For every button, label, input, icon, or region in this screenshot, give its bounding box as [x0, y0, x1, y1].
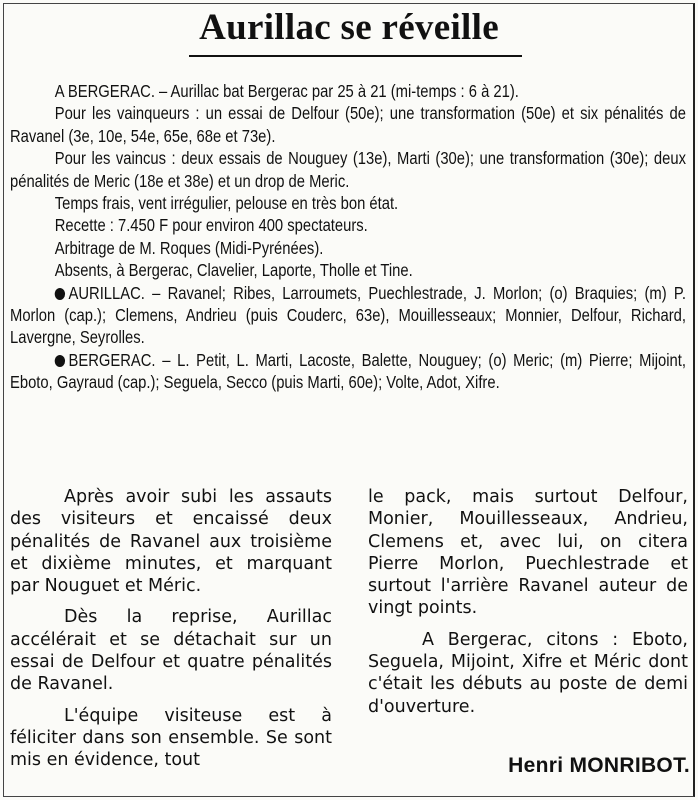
winners-scoring: Pour les vainqueurs : un essai de Delfour (50e); une transformation (50e) et six pénalités de Ravanel (3e, 10e, 54e, 65e, 68e et 73e).: [10, 103, 686, 146]
result-line: A BERGERAC. – Aurillac bat Bergerac par 25 à 21 (mi-temps : 6 à 21).: [54, 81, 519, 101]
paragraph: le pack, mais surtout Delfour, Monier, Mouillesseaux, Andrieu, Clemens et, avec lui, on citera Pierre Morlon, Puechlestrade et surtout l'arrière Ravanel auteur de vingt points.: [368, 487, 688, 619]
article-headline: Aurillac se réveille: [199, 7, 499, 48]
headline-underline: [189, 55, 522, 57]
gate-receipts: Recette : 7.450 F pour environ 400 spectateurs.: [54, 215, 368, 236]
author-signature: Henri MONRIBOT.: [508, 754, 690, 777]
losers-scoring: Pour les vaincus : deux essais de Nouguey (13e), Marti (30e); une transformation (30e); deux pénalités de Meric (18e et 38e) et un drop de Meric.: [10, 148, 686, 191]
match-summary: [10, 80, 686, 394]
lineup-text: BERGERAC. – L. Petit, L. Marti, Lacoste, Balette, Nouguey; (o) Meric; (m) Pierre; Mijoint, Eboto, Gayraud (cap.); Seguela, Secco (puis Marti, 60e); Volte, Adot, Xifre.: [10, 349, 686, 393]
article-column-right: [368, 486, 688, 718]
absentees-line: Absents, à Bergerac, Clavelier, Laporte, Tholle et Tine.: [54, 260, 413, 281]
lineup-text: AURILLAC. – Ravanel; Ribes, Larroumets, Puechlestrade, J. Morlon; (o) Braquies; (m) P. Morlon (cap.); Clemens, Andrieu (puis Couderc, 63e), Mouillesseaux; Monnier, Delfour, Richard, Lavergne, Seyrolles.: [10, 282, 686, 348]
team-lineup-aurillac: [10, 282, 686, 349]
paragraph: A Bergerac, citons : Eboto, Seguela, Mijoint, Xifre et Méric dont c'était les débuts au poste de demi d'ouverture.: [368, 629, 688, 717]
paragraph: Après avoir subi les assauts des visiteurs et encaissé deux pénalités de Ravanel aux troisième et dixième minutes, et marquant par Nouguet et Méric.: [10, 487, 332, 597]
paragraph: Dès la reprise, Aurillac accélérait et se détachait sur un essai de Delfour et quatre pénalités de Ravanel.: [10, 607, 332, 695]
referee-line: Arbitrage de M. Roques (Midi-Pyrénées).: [54, 237, 324, 258]
bullet-icon: [55, 288, 65, 300]
team-lineup-bergerac: [10, 349, 686, 394]
bullet-icon: [55, 355, 65, 367]
paragraph: L'équipe visiteuse est à féliciter dans son ensemble. Se sont mis en évidence, tout: [10, 705, 332, 771]
weather-line: Temps frais, vent irrégulier, pelouse en très bon état.: [54, 193, 399, 214]
article-column-left: [10, 486, 332, 772]
